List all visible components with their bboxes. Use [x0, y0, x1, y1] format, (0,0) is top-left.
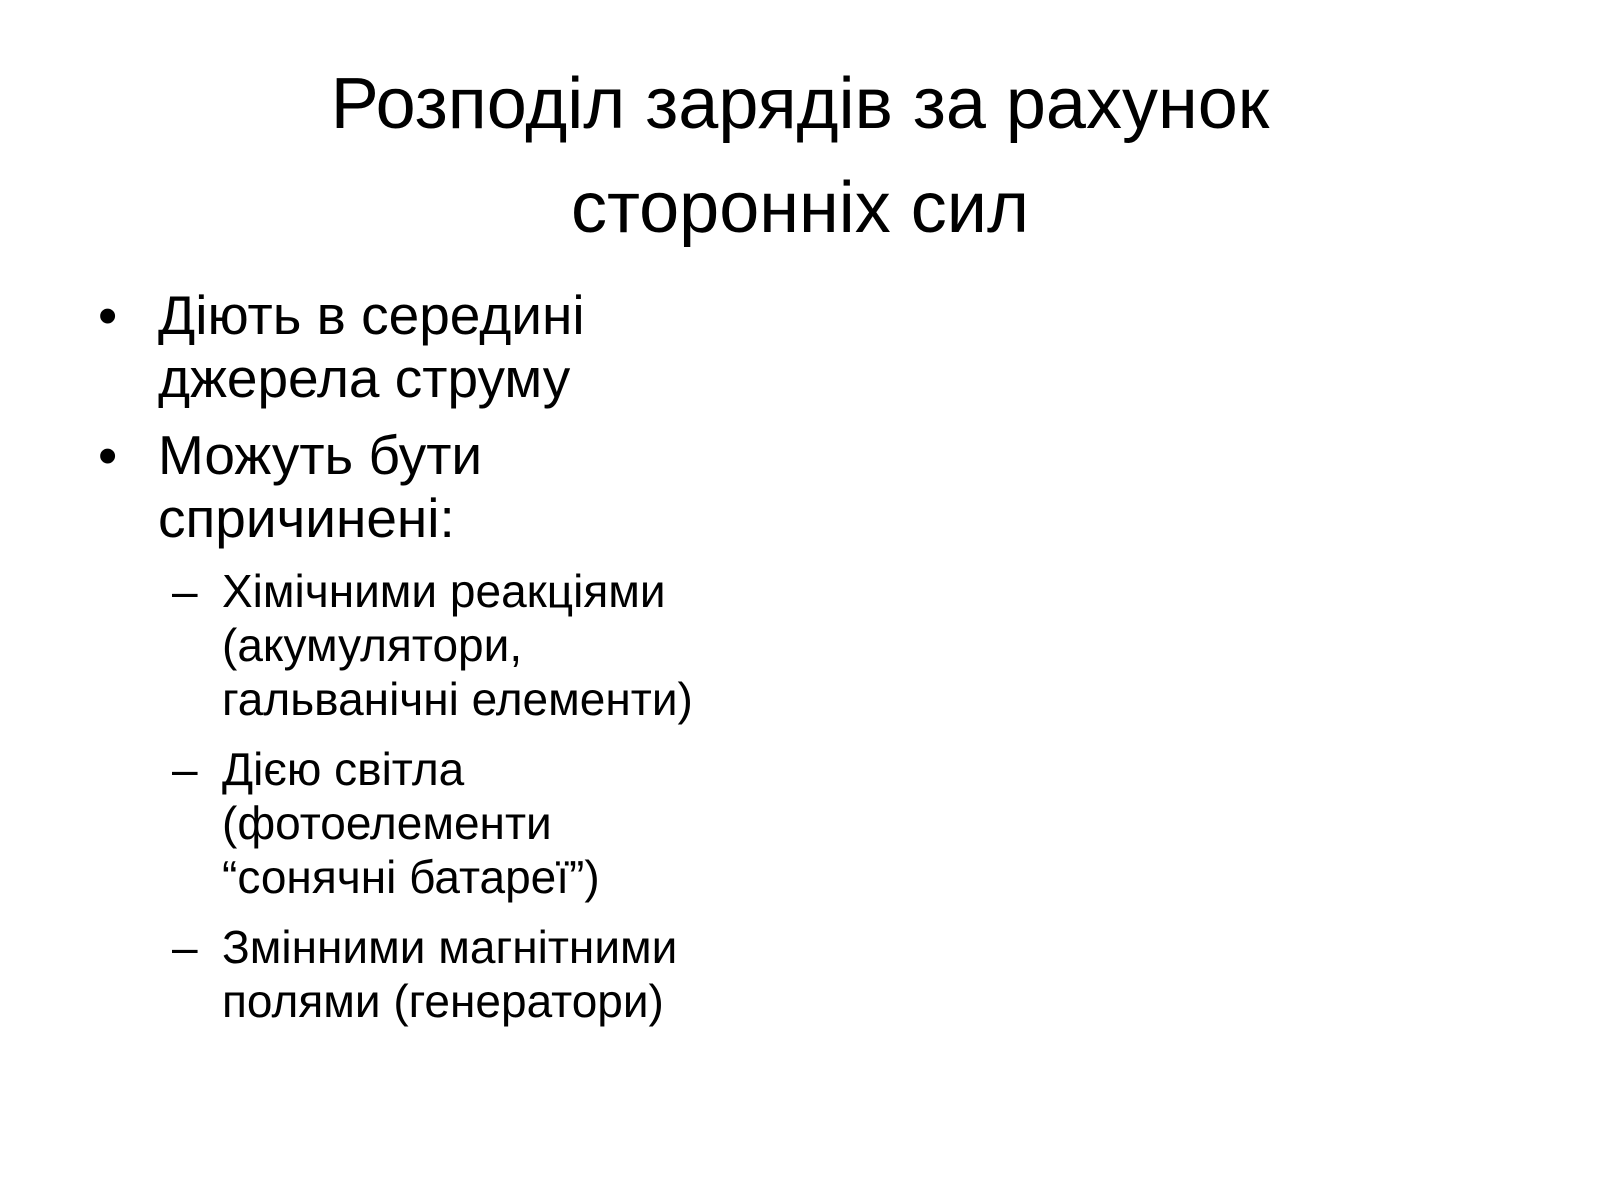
sub-bullet-marker: – — [172, 743, 198, 795]
bullet-text-line: джерела струму — [158, 347, 571, 409]
bullet-text-line: спричинені: — [158, 487, 455, 549]
sub-bullet-text-line: Хімічними реакціями — [222, 565, 666, 617]
sub-bullet-item-2 — [116, 742, 858, 904]
slide-title-line-1: Розподіл зарядів за рахунок — [330, 64, 1270, 144]
bullet-marker: • — [98, 424, 118, 486]
sub-bullet-text-line: Дією світла — [222, 743, 465, 795]
slide-title-line-2: сторонніх сил — [570, 168, 1030, 248]
bullet-item-2 — [98, 424, 858, 550]
sub-bullet-text-line: (акумулятори, — [222, 619, 523, 671]
bullet-list — [98, 284, 858, 1044]
slide-title — [160, 52, 1440, 260]
sub-bullet-marker: – — [172, 921, 198, 973]
sub-bullet-text-line: гальванічні елементи) — [222, 673, 693, 725]
sub-bullet-text-line: (фотоелементи — [222, 797, 552, 849]
bullet-marker: • — [98, 284, 118, 346]
sub-bullet-list — [116, 564, 858, 1028]
sub-bullet-text-line: полями (генератори) — [222, 975, 664, 1027]
sub-bullet-text-line: Змінними магнітними — [222, 921, 678, 973]
sub-bullet-item-1 — [116, 564, 858, 726]
bullet-text-line: Можуть бути — [158, 424, 483, 486]
sub-bullet-marker: – — [172, 565, 198, 617]
bullet-item-1 — [98, 284, 858, 410]
sub-bullet-item-3 — [116, 920, 858, 1028]
sub-bullet-text-line: “сонячні батареї”) — [222, 851, 600, 903]
bullet-text-line: Діють в середині — [158, 284, 585, 346]
